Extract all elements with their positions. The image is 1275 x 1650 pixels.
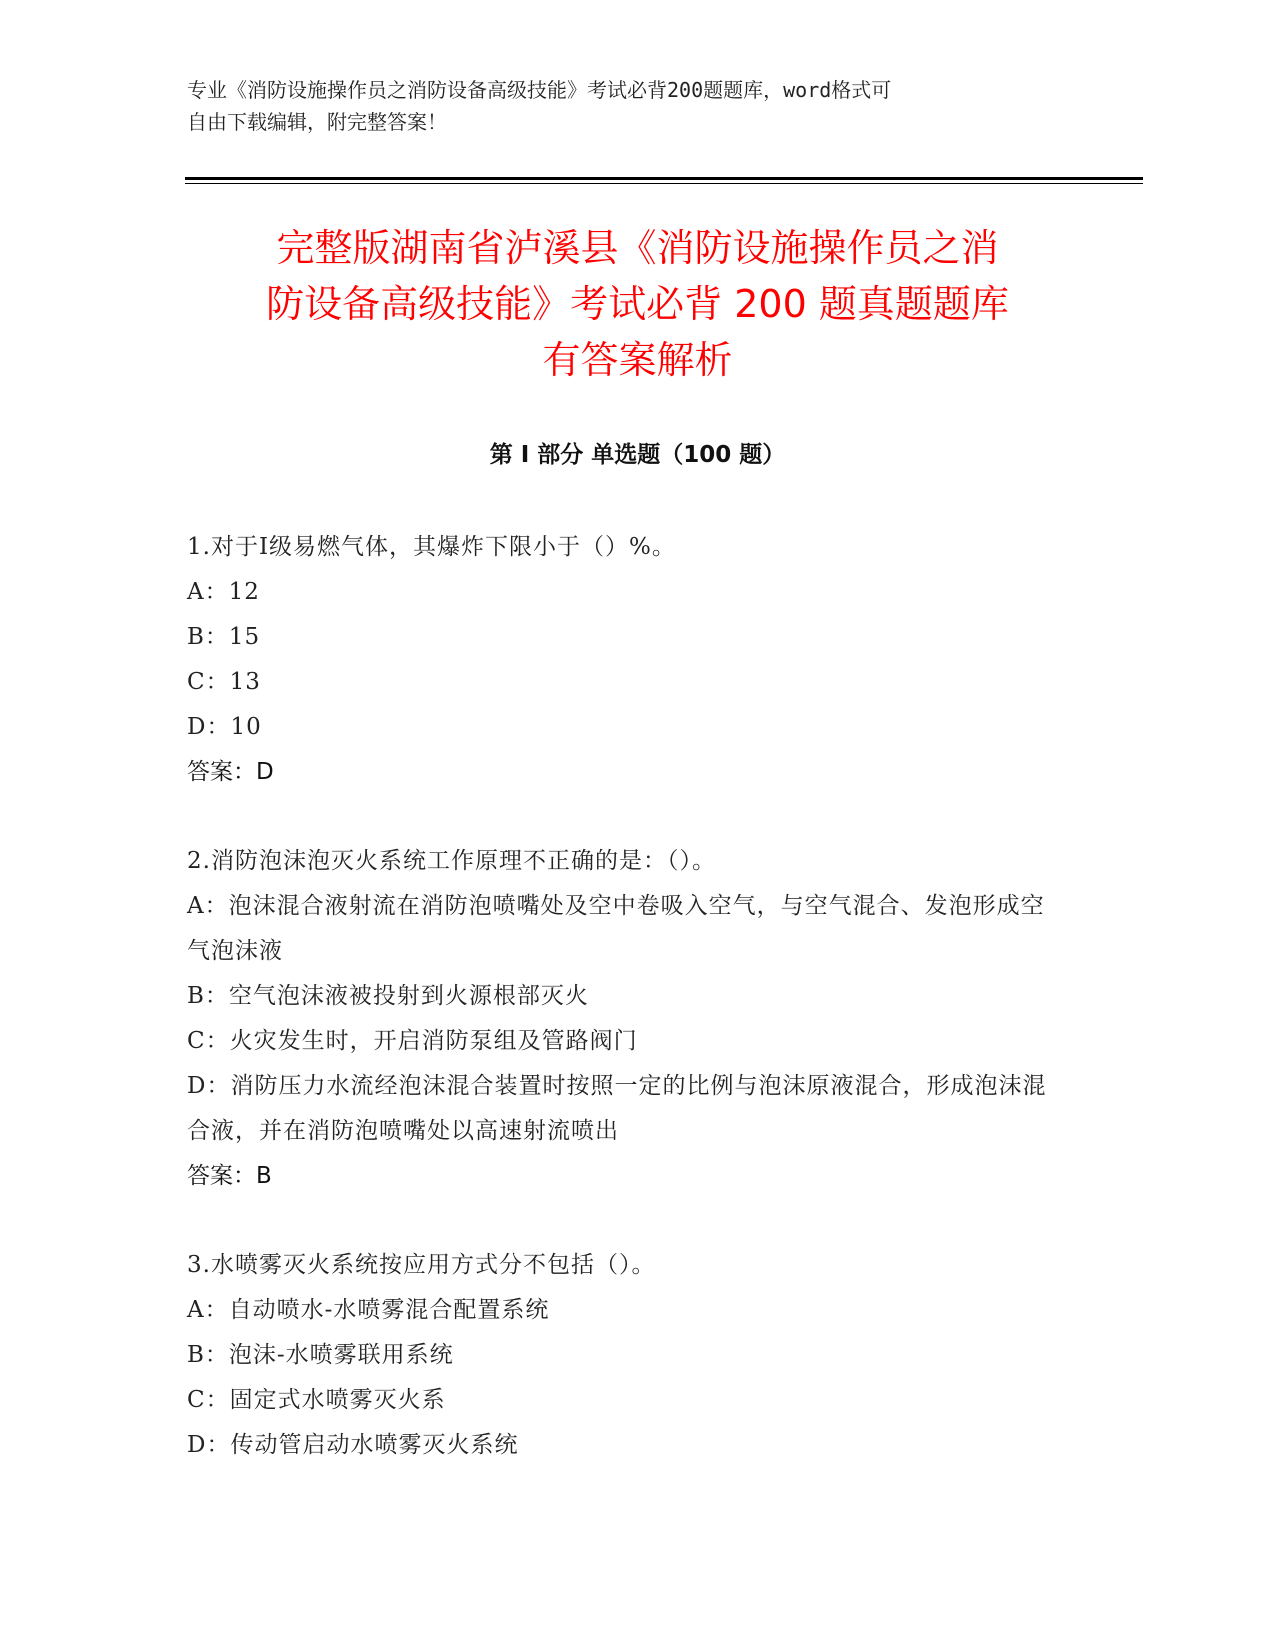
question-3 — [187, 1243, 1067, 1468]
document-title-line-2: 防设备高级技能》考试必背 200 题真题题库 — [266, 282, 1009, 326]
document-title-line-1: 完整版湖南省泸溪县《消防设施操作员之消 — [276, 226, 999, 270]
header-divider-thick — [185, 177, 1143, 180]
option-d: D：10 — [187, 714, 262, 740]
header-note-line-2: 自由下载编辑，附完整答案！ — [187, 110, 447, 134]
option-a: A：自动喷水-水喷雾混合配置系统 — [187, 1297, 550, 1323]
answer-label: 答案：B — [187, 1163, 272, 1189]
option-d: D：传动管启动水喷雾灭火系统 — [187, 1432, 519, 1458]
question-stem: 1.对于Ⅰ级易燃气体，其爆炸下限小于（）%。 — [187, 534, 676, 560]
option-b: B：空气泡沫液被投射到火源根部灭火 — [187, 983, 589, 1009]
option-b: B：泡沫-水喷雾联用系统 — [187, 1342, 454, 1368]
question-stem: 3.水喷雾灭火系统按应用方式分不包括（）。 — [187, 1252, 656, 1278]
option-c: C：固定式水喷雾灭火系 — [187, 1387, 446, 1413]
header-note-line-1: 专业《消防设施操作员之消防设备高级技能》考试必背200题题库，word格式可 — [187, 78, 892, 102]
option-a: A：泡沫混合液射流在消防泡喷嘴处及空中卷吸入空气，与空气混合、发泡形成空气泡沫液 — [187, 893, 1045, 964]
document-title — [185, 220, 1090, 388]
question-list — [187, 525, 1067, 1512]
question-2 — [187, 839, 1067, 1199]
question-stem: 2.消防泡沫泡灭火系统工作原理不正确的是：（）。 — [187, 848, 716, 874]
option-c: C：13 — [187, 669, 261, 695]
option-a: A：12 — [187, 579, 260, 605]
document-title-line-3: 有答案解析 — [542, 338, 733, 382]
question-1 — [187, 525, 1067, 795]
option-d: D：消防压力水流经泡沫混合装置时按照一定的比例与泡沫原液混合，形成泡沫混合液，并在消防泡喷嘴处以高速射流喷出 — [187, 1073, 1047, 1144]
option-c: C：火灾发生时，开启消防泵组及管路阀门 — [187, 1028, 638, 1054]
header-note — [187, 74, 1087, 138]
section-heading: 第 I 部分 单选题（100 题） — [489, 442, 786, 468]
option-b: B：15 — [187, 624, 261, 650]
header-divider-thin — [185, 183, 1143, 184]
answer-label: 答案：D — [187, 759, 274, 785]
